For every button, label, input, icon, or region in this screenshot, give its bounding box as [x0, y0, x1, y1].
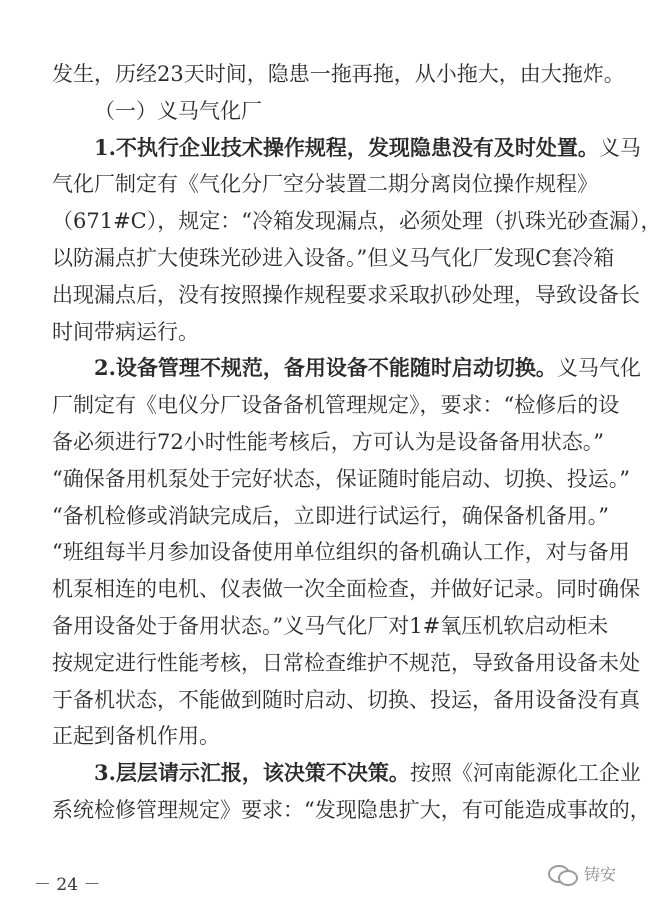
line-text: 发生，历经23天时间，隐患一拖再拖，从小拖大，由大拖炸。: [52, 62, 625, 86]
line-text: 时间带病运行。: [52, 319, 199, 344]
bold-lead: 2.设备管理不规范，备用设备不能随时启动切换。: [94, 355, 557, 381]
text-line: [52, 645, 640, 682]
text-line: [52, 755, 641, 792]
line-text: 以防漏点扩大使珠光砂进入设备。”但义马气化厂发现C套冷箱: [52, 245, 615, 270]
page-number: － 24 －: [34, 875, 101, 895]
watermark-text: 铸安: [583, 865, 616, 884]
text-line: [52, 56, 625, 93]
text-line: [52, 608, 609, 645]
wechat-icon: [548, 863, 578, 885]
line-text: 正起到备机作用。: [52, 724, 220, 749]
text-line: [52, 203, 661, 240]
line-text: 备用设备处于备用状态。”义马气化厂对1#氧压机软启动柜未: [52, 613, 609, 638]
watermark: [548, 862, 616, 885]
line-text: 于备机状态，不能做到随时启动、切换、投运，备用设备没有真: [52, 687, 640, 712]
text-line: [52, 534, 630, 571]
text-line: [52, 424, 602, 461]
line-text: 按规定进行性能考核，日常检查维护不规范，导致备用设备未处: [52, 650, 640, 675]
text-line: [52, 461, 630, 498]
text-line: [52, 498, 609, 535]
document-body: [52, 56, 661, 829]
text-line: [52, 314, 602, 351]
text-line: [52, 166, 602, 203]
text-line: [52, 240, 615, 277]
text-line: [52, 571, 640, 608]
text-line: [52, 718, 602, 755]
line-text: （一）义马气化厂: [94, 98, 262, 123]
text-line: [52, 93, 602, 130]
line-text: 机泵相连的电机、仪表做一次全面检查，并做好记录。同时确保: [52, 577, 640, 602]
line-text: “备机检修或消缺完成后，立即进行试运行，确保备机备用。”: [52, 503, 609, 528]
line-text: 按照《河南能源化工企业: [409, 761, 641, 786]
bold-lead: 1.不执行企业技术操作规程，发现隐患没有及时处置。: [94, 134, 599, 160]
line-text: “班组每半月参加设备使用单位组织的备机确认工作，对与备用: [52, 540, 630, 565]
line-text: 系统检修管理规定》要求：“发现隐患扩大，有可能造成事故的，: [52, 797, 651, 822]
line-text: 义马: [598, 135, 641, 160]
text-line: [52, 277, 640, 314]
line-text: 义马气化: [556, 356, 641, 381]
line-text: 气化厂制定有《气化分厂空分装置二期分离岗位操作规程》: [52, 172, 598, 197]
line-text: 出现漏点后，没有按照操作规程要求采取扒砂处理，导致设备长: [52, 282, 640, 307]
bold-lead: 3.层层请示汇报，该决策不决策。: [94, 760, 410, 786]
text-line: [52, 350, 641, 387]
text-line: [52, 682, 640, 719]
line-text: 备必须进行72小时性能考核后，方可认为是设备备用状态。”: [52, 429, 604, 454]
line-text: 厂制定有《电仪分厂设备备机管理规定》，要求：“检修后的设: [52, 393, 620, 418]
text-line: [52, 387, 620, 424]
line-text: “确保备用机泵处于完好状态，保证随时能启动、切换、投运。”: [52, 466, 630, 491]
text-line: [52, 792, 651, 829]
text-line: [52, 130, 641, 167]
line-text: （671#C），规定：“冷箱发现漏点，必须处理（扒珠光砂查漏），: [52, 209, 661, 234]
